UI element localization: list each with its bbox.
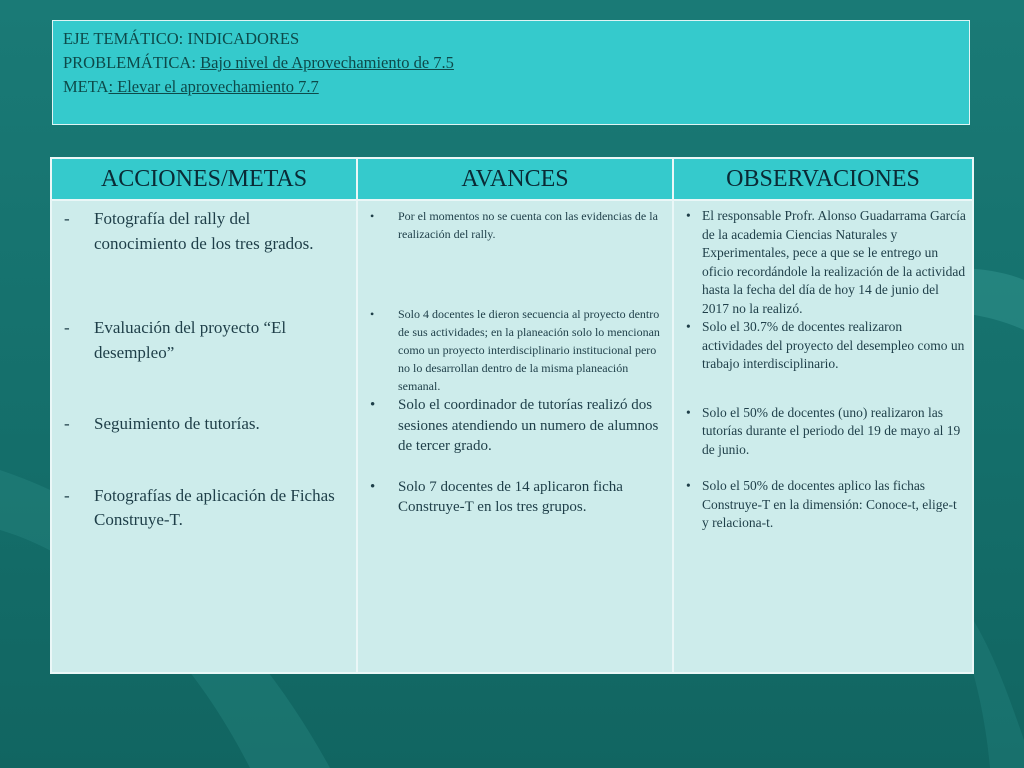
list-item [674,404,972,460]
table-row [51,200,973,673]
header-acciones-metas: ACCIONES/METAS [51,158,357,200]
list-item [52,412,356,437]
avances-cell [357,200,673,673]
list-item [358,207,672,243]
list-item [358,477,672,518]
bullet-marker: • [686,478,691,493]
problematica-line [63,51,959,75]
bullet-marker: • [370,397,376,413]
list-item [52,207,356,256]
bullet-marker: • [370,209,375,223]
observacion-text: El responsable Profr. Alonso Guadarrama García de la academia Ciencias Naturales y Experimentales, pece a que se le entrego un oficio recordándole la realización de la actividad hasta la fecha del día de hoy 14 de junio del 2017 no la realizó. [702,208,966,316]
observacion-text: Solo el 50% de docentes aplico las fichas Construye-T en la dimensión: Conoce-t, elige-t y relaciona-t. [702,478,957,530]
list-item [674,318,972,374]
list-item [358,395,672,457]
problematica-label: PROBLEMÁTICA: [63,53,201,72]
accion-text: Fotografías de aplicación de Fichas Construye-T. [94,485,335,529]
dash-marker: - [64,414,70,433]
bullet-marker: • [370,307,375,321]
meta-value: : Elevar el aprovechamiento 7.7 [108,77,319,96]
accion-text: Seguimiento de tutorías. [94,414,260,433]
progress-table [50,157,974,674]
dash-marker: - [64,209,70,228]
list-item [358,305,672,395]
list-item [52,484,356,533]
observacion-text: Solo el 50% de docentes (uno) realizaron las tutorías durante el periodo del 19 de mayo al 19 de junio. [702,404,961,457]
observaciones-cell [673,200,973,673]
topic-header-box [52,20,970,125]
bullet-marker: • [370,478,376,495]
meta-label: META [63,77,109,96]
accion-text: Evaluación del proyecto “El desempleo” [94,318,287,362]
avance-text: Solo 4 docentes le dieron secuencia al proyecto dentro de sus actividades; en la planeación solo lo mencionan como un proyecto interdisciplinario institucional pero no lo desarrollan dentro de la misma planeación semanal. [398,307,660,393]
observacion-text: Solo el 30.7% de docentes realizaron actividades del proyecto del desempleo como un trabajo interdisciplinario. [702,319,965,371]
avance-text: Por el momentos no se cuenta con las evidencias de la realización del rally. [398,209,658,241]
dash-marker: - [64,318,70,337]
dash-marker: - [64,485,70,505]
acciones-cell [51,200,357,673]
bullet-marker: • [686,208,691,223]
bullet-marker: • [686,404,691,420]
table-header-row [51,158,973,200]
list-item [674,207,972,318]
list-item [674,477,972,533]
header-observaciones: OBSERVACIONES [673,158,973,200]
bullet-marker: • [686,319,691,334]
avance-text: Solo el coordinador de tutorías realizó dos sesiones atendiendo un numero de alumnos de tercer grado. [398,397,659,454]
accion-text: Fotografía del rally del conocimiento de los tres grados. [94,209,314,253]
meta-line [63,75,959,99]
list-item [52,316,356,365]
problematica-value: Bajo nivel de Aprovechamiento de 7.5 [200,53,454,72]
avance-text: Solo 7 docentes de 14 aplicaron ficha Construye-T en los tres grupos. [398,478,623,515]
header-avances: AVANCES [357,158,673,200]
eje-tematico-line: EJE TEMÁTICO: INDICADORES [63,29,300,48]
